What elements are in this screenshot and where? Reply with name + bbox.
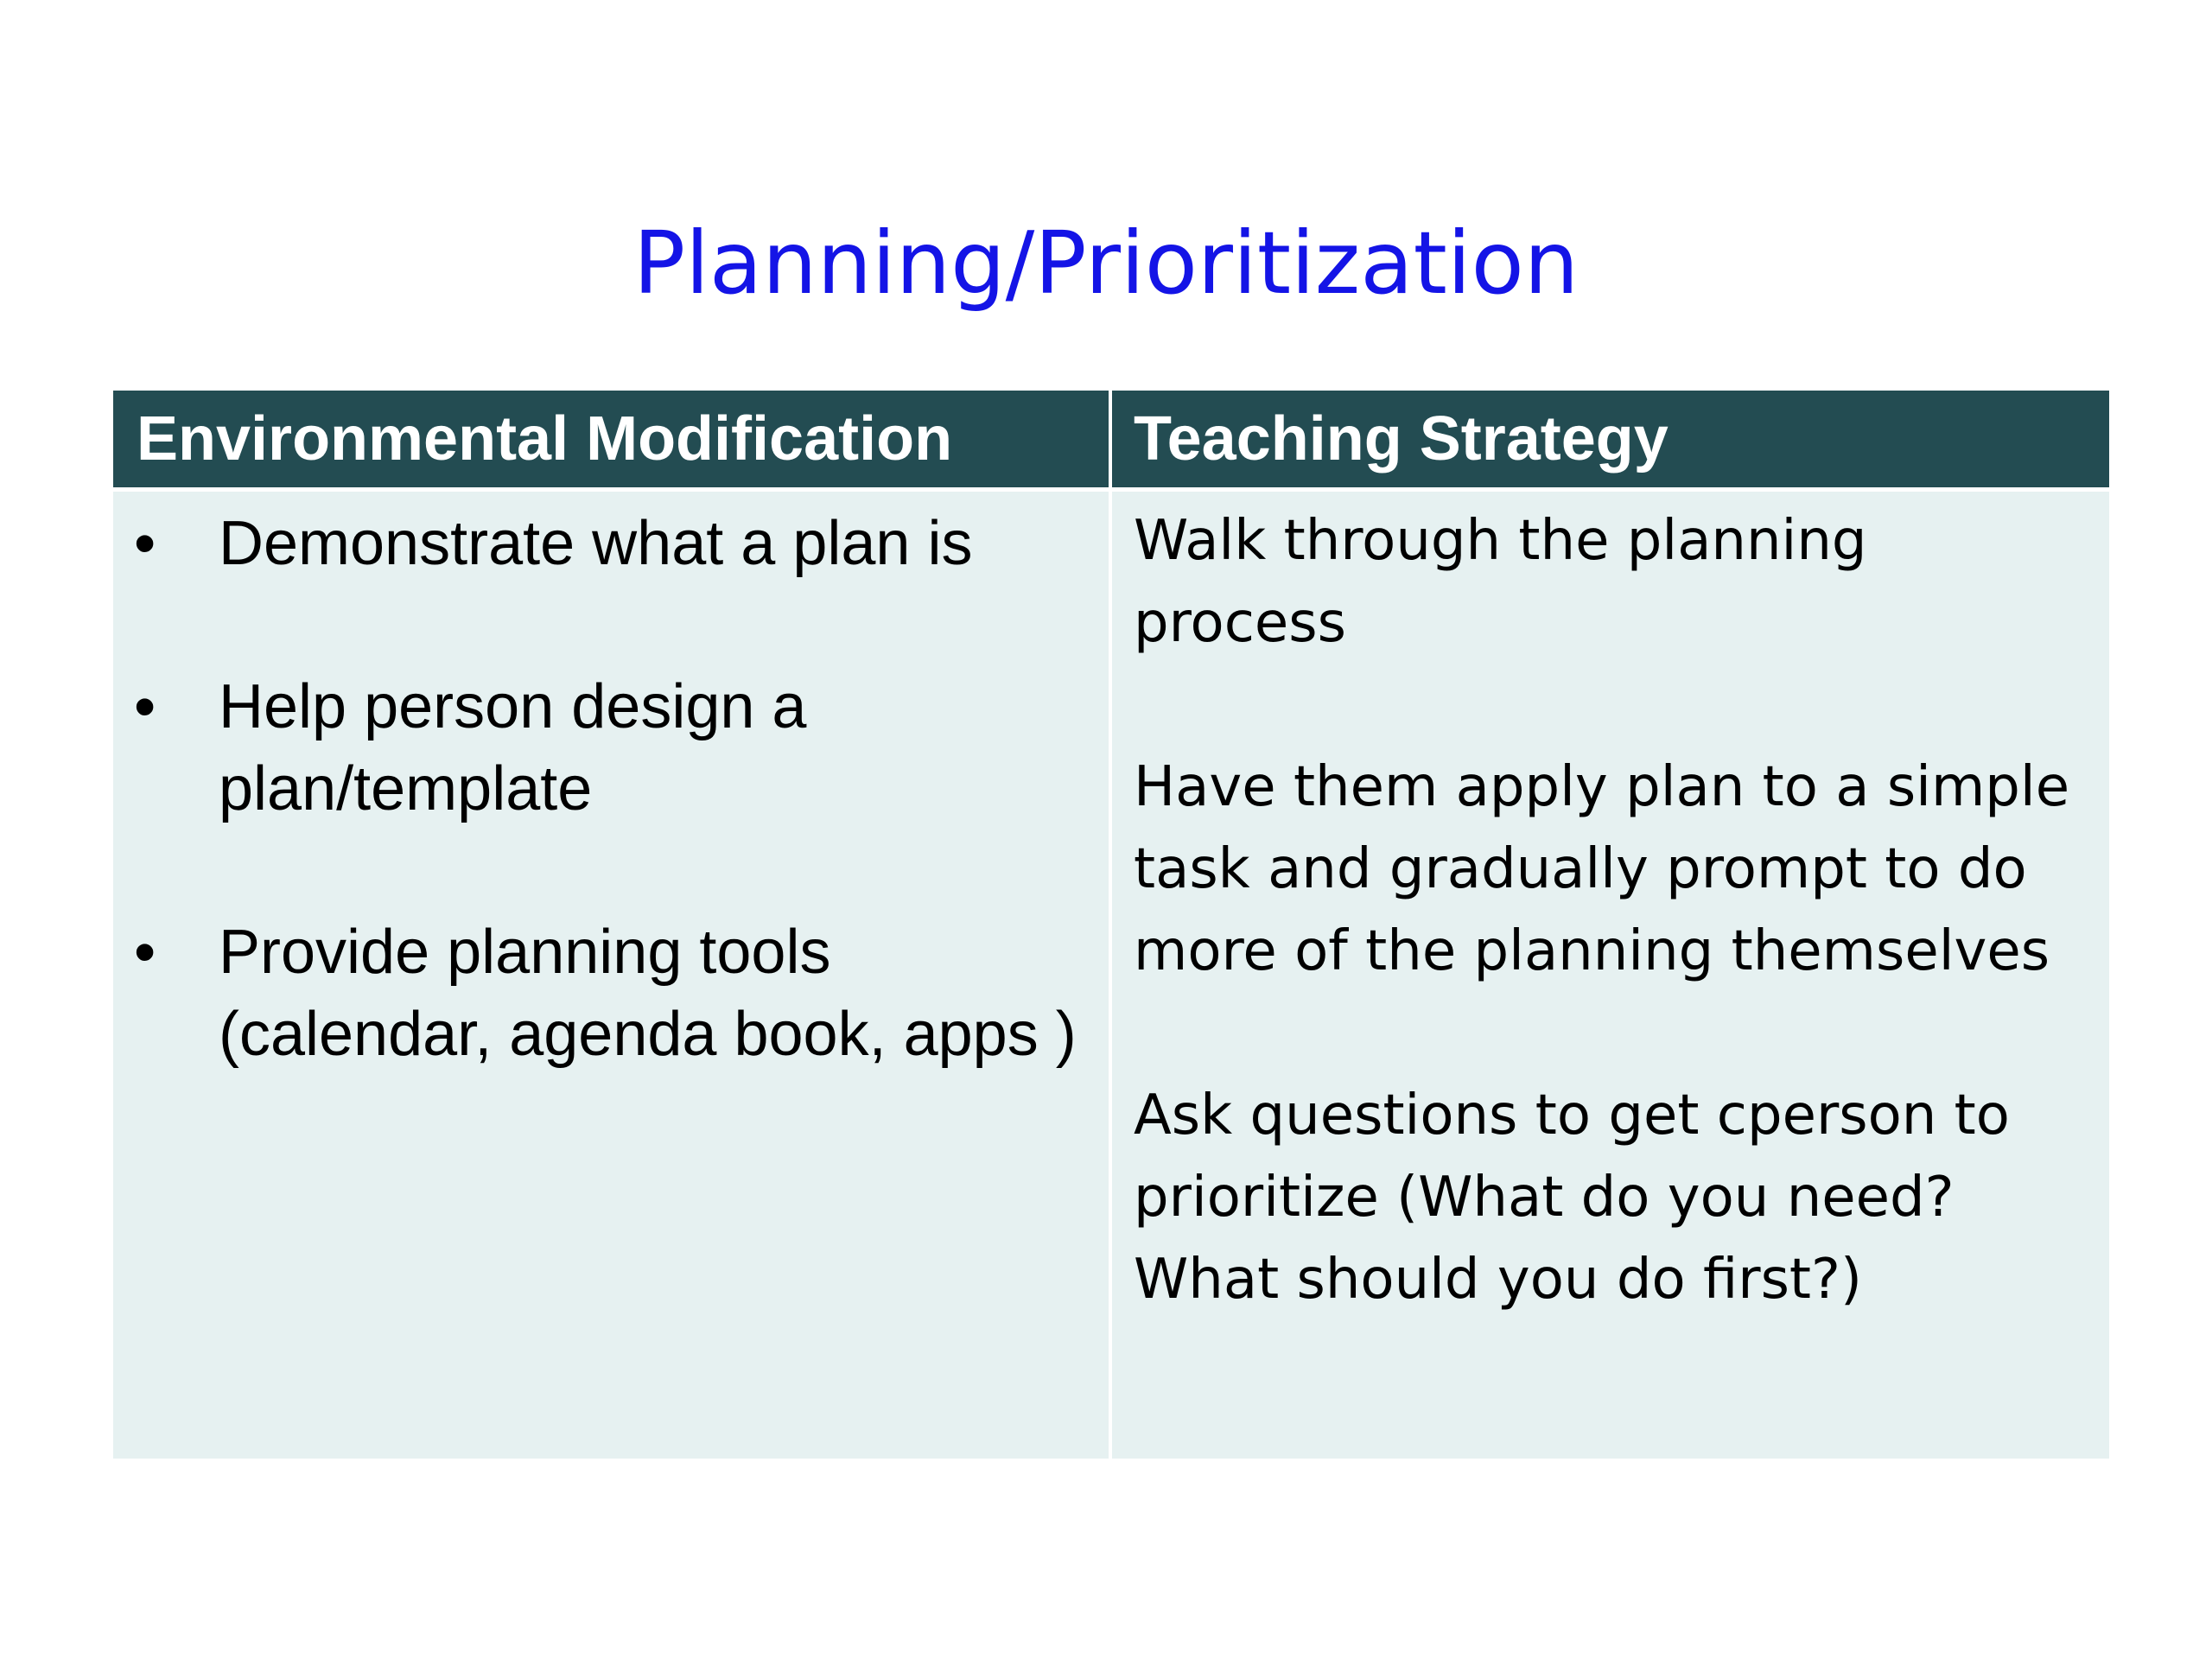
strategy-table bbox=[113, 391, 2109, 1459]
list-item bbox=[113, 503, 1107, 585]
bullet-icon: • bbox=[134, 672, 156, 741]
header-environmental-modification: Environmental Modification bbox=[137, 404, 953, 474]
strategy-paragraph: Ask questions to get cperson to prioritize (What do you need? What should you do first?) bbox=[1134, 1084, 2010, 1312]
list-item-text: Demonstrate what a plan is bbox=[219, 509, 973, 578]
list-item-text: Provide planning tools (calendar, agenda book, apps ) bbox=[219, 918, 1077, 1069]
strategy-paragraph: Walk through the planning process bbox=[1134, 509, 1867, 655]
column-divider bbox=[1109, 391, 1112, 1459]
header-teaching-strategy: Teaching Strategy bbox=[1134, 404, 1669, 474]
strategy-paragraph: Have them apply plan to a simple task and gradually prompt to do more of the planning themselves bbox=[1134, 755, 2070, 983]
list-item bbox=[113, 666, 1107, 830]
bullet-icon: • bbox=[134, 918, 156, 987]
environmental-modification-list bbox=[113, 503, 1107, 1157]
teaching-strategy-column bbox=[1134, 500, 2093, 1403]
list-item bbox=[113, 912, 1107, 1076]
list-item-text: Help person design a plan/template bbox=[219, 672, 807, 823]
slide-title: Planning/Prioritization bbox=[632, 213, 1580, 314]
bullet-icon: • bbox=[134, 509, 156, 578]
